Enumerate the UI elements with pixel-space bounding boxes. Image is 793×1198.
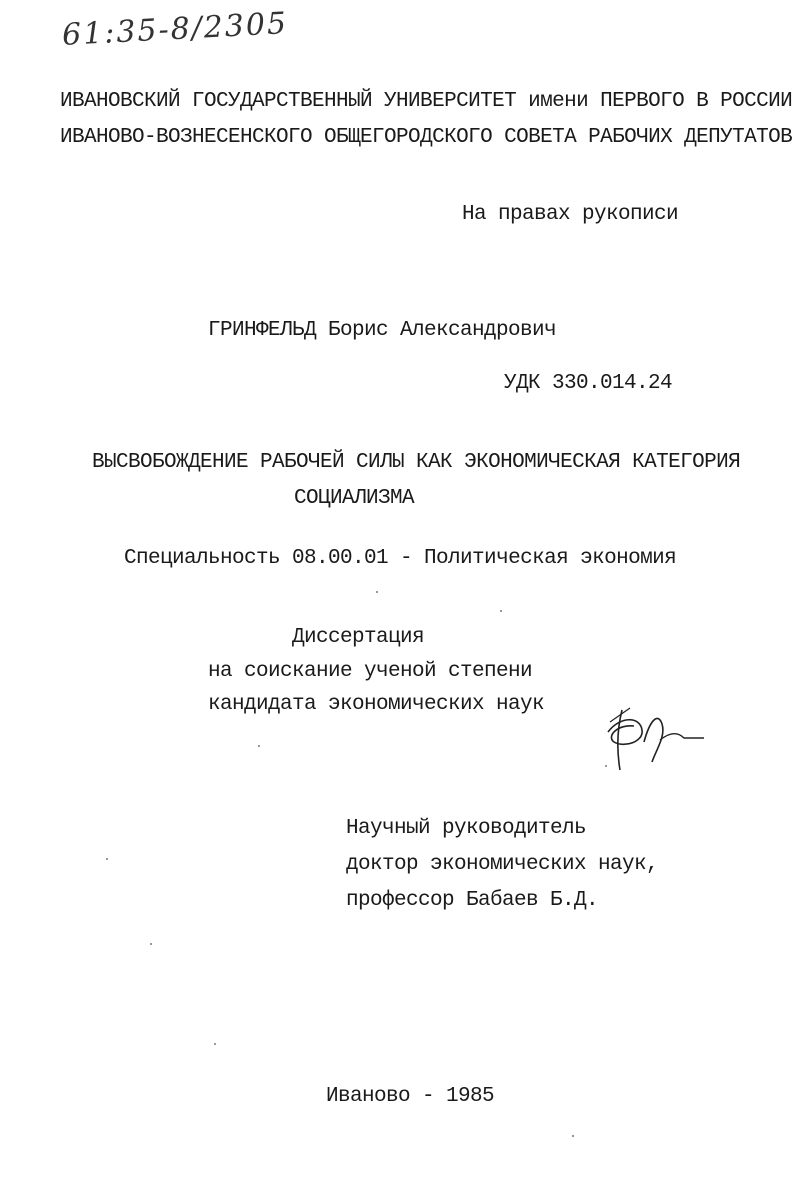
dissertation-title-line2: СОЦИАЛИЗМА [294,487,415,510]
place-year: Иваново - 1985 [326,1085,495,1108]
manuscript-rights: На правах рукописи [462,203,679,226]
degree-line1: на соискание ученой степени [208,660,533,683]
scan-speck [605,765,607,767]
supervisor-degree: доктор экономических наук, [346,853,659,876]
archive-mark: 61:35-8/2305 [61,6,289,53]
supervisor-label: Научный руководитель [346,817,587,840]
specialty: Специальность 08.00.01 - Политическая экономия [124,547,677,570]
scan-speck [572,1135,574,1137]
dissertation-label: Диссертация [292,626,425,649]
university-name-line2: ИВАНОВО-ВОЗНЕСЕНСКОГО ОБЩЕГОРОДСКОГО СОВЕТА РАБОЧИХ ДЕПУТАТОВ [60,126,793,149]
scan-speck [258,745,260,747]
scan-speck [500,610,502,612]
scan-speck [150,943,152,945]
university-name-line1: ИВАНОВСКИЙ ГОСУДАРСТВЕННЫЙ УНИВЕРСИТЕТ имени ПЕРВОГО В РОССИИ [60,90,793,113]
scan-speck [376,591,378,593]
udc-code: УДК 330.014.24 [504,372,673,395]
scan-speck [214,1043,216,1045]
supervisor-name: профессор Бабаев Б.Д. [346,889,599,912]
author-name: ГРИНФЕЛЬД Борис Александрович [208,319,557,342]
signature [600,702,710,774]
degree-line2: кандидата экономических наук [208,693,545,716]
dissertation-title-line1: ВЫСВОБОЖДЕНИЕ РАБОЧЕЙ СИЛЫ КАК ЭКОНОМИЧЕСКАЯ КАТЕГОРИЯ [92,451,741,474]
scan-speck [106,858,108,860]
